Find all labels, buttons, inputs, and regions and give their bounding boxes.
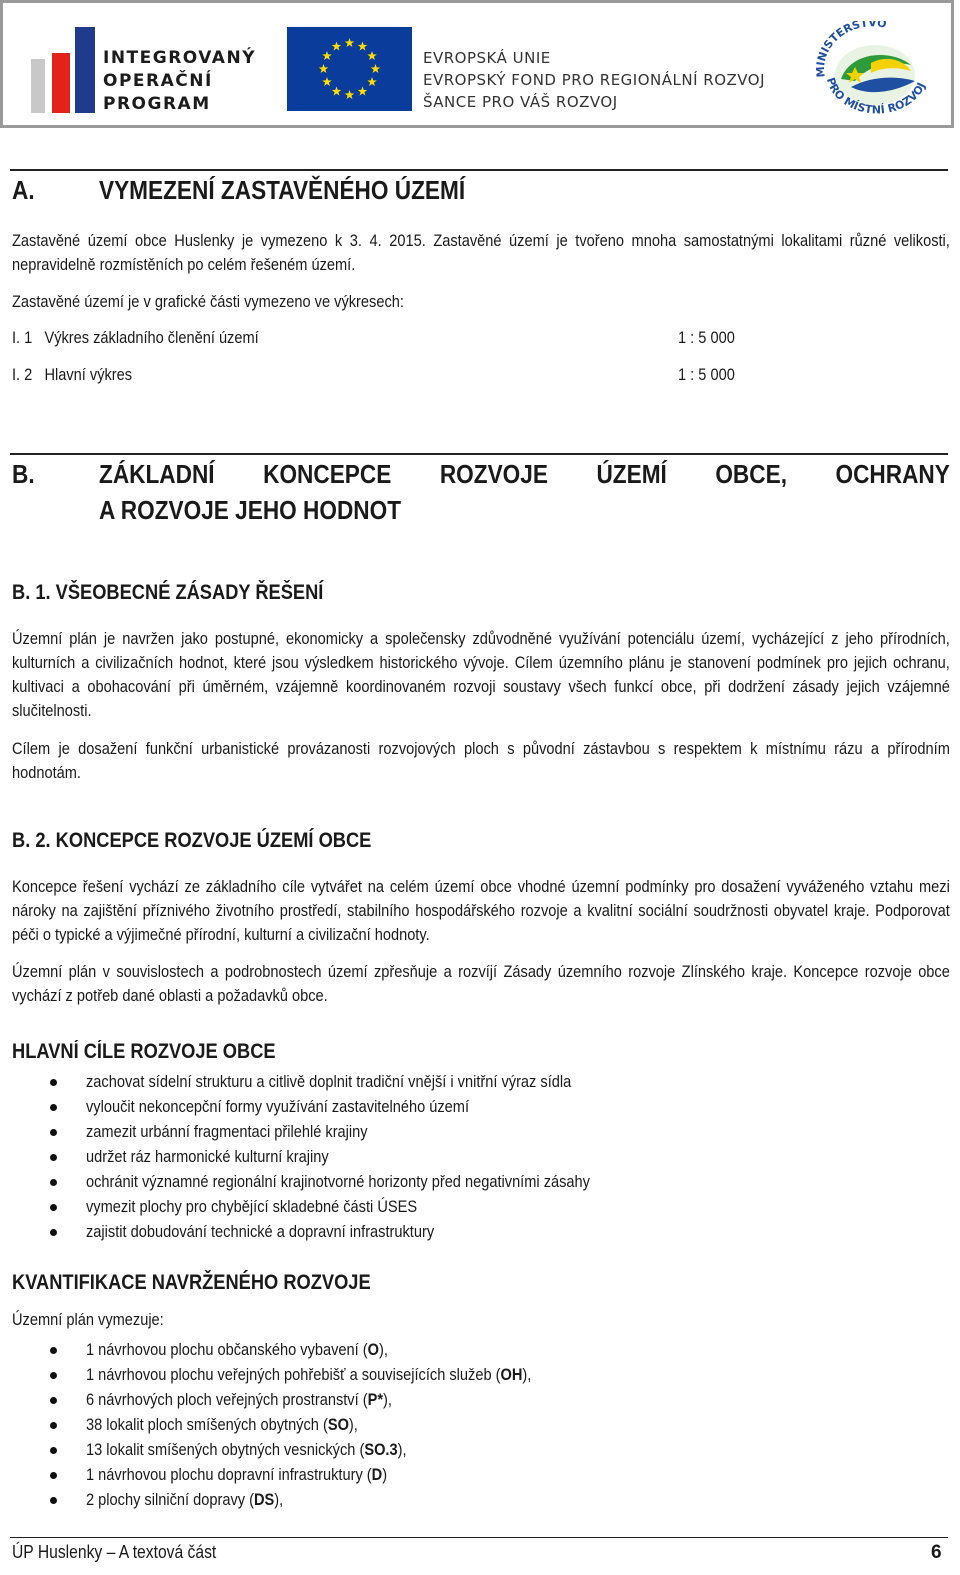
iop-logo	[27, 27, 257, 113]
quant-intro: Územní plán vymezuje:	[12, 1310, 164, 1329]
eu-star-icon	[319, 64, 329, 73]
eu-star-icon	[371, 64, 381, 73]
b1-paragraph-2: Cílem je dosažení funkční urbanistické provázanosti rozvojových ploch s původní zástavbou s respektem k místnímu rázu a přírodním hodnotám.	[12, 739, 950, 782]
quant-desc: 6 návrhových ploch veřejných prostranství (	[86, 1390, 368, 1409]
quant-text	[86, 1388, 392, 1412]
logo-header	[0, 0, 954, 128]
bullet-icon	[50, 1372, 57, 1379]
section-a-paragraph-1: Zastavěné území obce Huslenky je vymezeno k 3. 4. 2015. Zastavěné území je tvořeno mnoha samostatnými lokalitami různé velikosti, nepravidelně rozmístěních po celém řešeném území.	[12, 231, 950, 274]
b2-heading: B. 2. KONCEPCE ROZVOJE ÚZEMÍ OBCE	[12, 829, 372, 852]
quant-desc: 1 návrhovou plochu dopravní infrastruktury (	[86, 1465, 372, 1484]
quant-desc: 1 návrhovou plochu občanského vybavení (	[86, 1340, 368, 1359]
bullet-icon	[50, 1129, 57, 1136]
quant-end: ),	[348, 1415, 358, 1434]
eu-line-1: EVROPSKÁ UNIE	[423, 49, 551, 67]
quant-text	[86, 1463, 387, 1487]
quant-code: SO	[327, 1415, 349, 1434]
footer-rule	[10, 1537, 948, 1538]
quant-code: DS	[253, 1490, 275, 1509]
mmr-bottom-text: PRO MÍSTNÍ ROZVOJ	[823, 75, 929, 117]
quant-code: D	[371, 1465, 383, 1484]
bullet-icon	[50, 1154, 57, 1161]
section-b-title-line-2: A ROZVOJE JEHO HODNOT	[99, 495, 402, 525]
bullet-icon	[50, 1447, 57, 1454]
quant-desc: 13 lokalit smíšených obytných vesnických (	[86, 1440, 365, 1459]
b1-paragraph-1: Územní plán je navržen jako postupné, ekonomicky a společensky zdůvodněné využívání potenciálu území, vycházející z jeho přírodních, kulturních a civilizačních hodnot, které jsou výsledkem historického vývoje. Cílem územního plánu je stanovení podmínek pro jejich ochranu, kultivaci a obohacování při úměrném, vzájemně koordinovaném rozvoji soustavy všech funkcí obce, při dodržení zásady jejich vzájemné slučitelnosti.	[12, 629, 950, 720]
goal-text: zamezit urbánní fragmentaci přilehlé krajiny	[86, 1122, 368, 1141]
eu-star-icon	[358, 41, 368, 50]
bullet-icon	[50, 1179, 57, 1186]
drawing-2-scale: 1 : 5 000	[678, 365, 735, 384]
b2-paragraph-1: Koncepce řešení vychází ze základního cíle vytvářet na celém území obce vhodné územní podmínky pro dosažení vyváženého vztahu mezi nároky na zajištění příznivého životního prostředí, stabilního hospodářského rozvoje a kvalitní sociální soudržnosti obyvatel kraje. Podporovat péči o typické a výjimečné přírodní, kulturní a civilizační hodnoty.	[12, 877, 950, 944]
goal-text: zajistit dobudování technické a dopravní infrastruktury	[86, 1222, 435, 1241]
drawing-1-label: I. 1 Výkres základního členění území	[12, 328, 259, 347]
section-b-rule	[10, 453, 948, 455]
goals-heading: HLAVNÍ CÍLE ROZVOJE OBCE	[12, 1040, 276, 1063]
eu-flag-icon	[287, 27, 412, 111]
quant-end: ),	[522, 1365, 532, 1384]
goal-text: zachovat sídelní strukturu a citlivě doplnit tradiční vnější i vnitřní výraz sídla	[86, 1072, 572, 1091]
iop-line-3: PROGRAM	[103, 94, 211, 114]
eu-star-icon	[367, 77, 377, 86]
bullet-icon	[50, 1104, 57, 1111]
quant-desc: 1 návrhovou plochu veřejných pohřebišť a souvisejících služeb (	[86, 1365, 501, 1384]
quant-code: P*	[367, 1390, 384, 1409]
drawing-1-scale: 1 : 5 000	[678, 328, 735, 347]
quant-end: ),	[379, 1340, 388, 1359]
b1-heading: B. 1. VŠEOBECNÉ ZÁSADY ŘEŠENÍ	[12, 581, 324, 604]
section-a-paragraph-2: Zastavěné území je v grafické části vymezeno ve výkresech:	[12, 292, 404, 311]
iop-red-bar	[52, 53, 70, 113]
quant-code: SO.3	[364, 1440, 398, 1459]
quant-end: ),	[274, 1490, 284, 1509]
drawing-2-label: I. 2 Hlavní výkres	[12, 365, 133, 384]
goal-text: udržet ráz harmonické kulturní krajiny	[86, 1147, 329, 1166]
page-number: 6	[931, 1542, 942, 1563]
mmr-top-text: MINISTERSTVO	[813, 21, 888, 78]
bullet-icon	[50, 1472, 57, 1479]
b2-paragraph-2: Územní plán v souvislostech a podrobnostech území zpřesňuje a rozvíjí Zásady územního rozvoje Zlínského kraje. Koncepce rozvoje obce vychází z potřeb dané oblasti a požadavků obce.	[12, 962, 950, 1005]
bullet-icon	[50, 1229, 57, 1236]
iop-blue-bar	[75, 27, 95, 113]
eu-line-3: ŠANCE PRO VÁŠ ROZVOJ	[423, 93, 618, 111]
goal-text: vyloučit nekoncepční formy využívání zastavitelného území	[86, 1097, 470, 1116]
eu-star-icon	[332, 87, 342, 96]
bullet-icon	[50, 1347, 57, 1354]
bullet-icon	[50, 1422, 57, 1429]
iop-grey-bar	[31, 59, 45, 113]
bullet-icon	[50, 1497, 57, 1504]
section-a-rule	[10, 169, 948, 171]
iop-logo-text	[103, 47, 256, 116]
quant-text	[86, 1363, 531, 1387]
eu-star-icon	[345, 90, 355, 99]
eu-star-icon	[322, 51, 332, 60]
quant-text	[86, 1488, 283, 1512]
bullet-icon	[50, 1204, 57, 1211]
mmr-logo	[811, 21, 935, 117]
quant-text	[86, 1413, 358, 1437]
eu-text	[423, 47, 765, 113]
quant-desc: 38 lokalit ploch smíšených obytných (	[86, 1415, 328, 1434]
quant-desc: 2 plochy silniční dopravy (	[86, 1490, 254, 1509]
section-b-number: B.	[12, 459, 35, 489]
quant-heading: KVANTIFIKACE NAVRŽENÉHO ROZVOJE	[12, 1271, 371, 1294]
bullet-icon	[50, 1079, 57, 1086]
eu-star-icon	[367, 51, 377, 60]
section-b-title-line-1: ZÁKLADNÍ KONCEPCE ROZVOJE ÚZEMÍ OBCE, OCHRANY	[99, 459, 950, 489]
quant-text	[86, 1338, 388, 1362]
goal-text: ochránit významné regionální krajinotvorné horizonty před negativními zásahy	[86, 1172, 590, 1191]
iop-line-1: INTEGROVANÝ	[103, 48, 256, 68]
eu-star-icon	[345, 38, 355, 47]
iop-line-2: OPERAČNÍ	[103, 71, 213, 91]
eu-line-2: EVROPSKÝ FOND PRO REGIONÁLNÍ ROZVOJ	[423, 71, 766, 89]
goal-text: vymezit plochy pro chybějící skladebné části ÚSES	[86, 1197, 418, 1216]
quant-code: OH	[500, 1365, 523, 1384]
bullet-icon	[50, 1397, 57, 1404]
eu-star-icon	[332, 41, 342, 50]
section-a-title: VYMEZENÍ ZASTAVĚNÉHO ÚZEMÍ	[99, 175, 466, 205]
quant-end: ),	[397, 1440, 407, 1459]
quant-text	[86, 1438, 407, 1462]
footer-text: ÚP Huslenky – A textová část	[12, 1542, 217, 1562]
eu-star-icon	[322, 77, 332, 86]
quant-end: )	[382, 1465, 388, 1484]
eu-star-icon	[358, 87, 368, 96]
section-a-heading	[12, 175, 465, 206]
section-a-number: A.	[12, 175, 35, 205]
quant-code: O	[367, 1340, 380, 1359]
section-b-heading	[12, 459, 950, 533]
quant-end: ),	[383, 1390, 392, 1409]
